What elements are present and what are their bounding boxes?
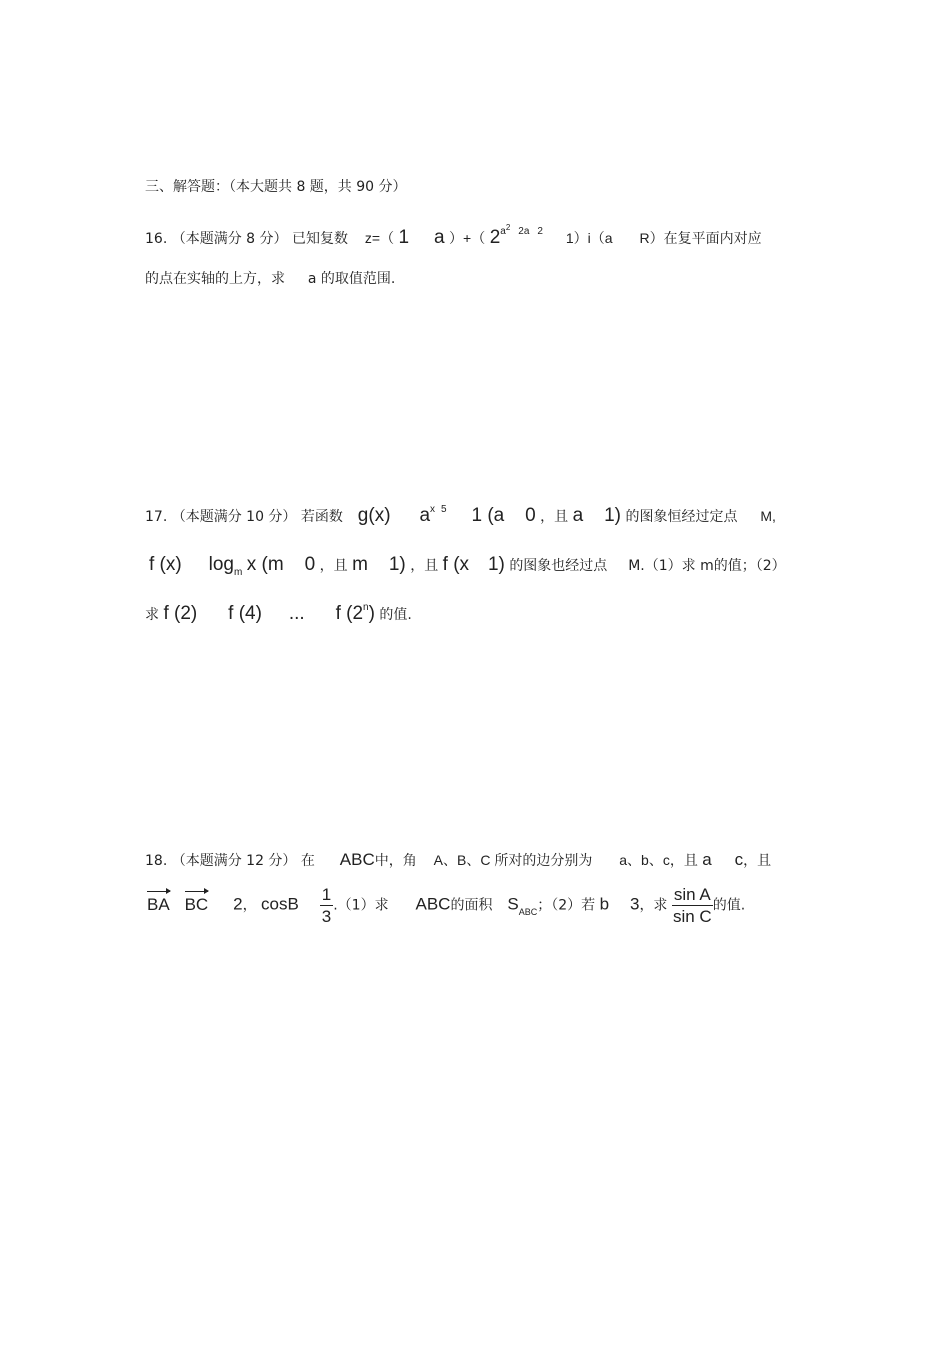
q18-text: ， <box>242 897 257 914</box>
q17-exponent: 5 <box>441 504 447 515</box>
q17-math: 1) <box>487 554 505 575</box>
q18-text: 在 <box>300 853 315 869</box>
q18-text: ；（2）若 <box>537 897 596 914</box>
q18-math: cosB <box>261 894 299 914</box>
q17-text: ，且 <box>319 558 348 574</box>
q16-exponent: 2a <box>518 226 530 237</box>
q18-math: ABC <box>415 894 451 914</box>
q18-math: a <box>702 850 712 869</box>
question-16-line-2 <box>145 272 395 286</box>
q16-exponent: a <box>500 226 506 237</box>
q17-math: f (2) <box>163 603 198 624</box>
q17-number: 17. <box>145 509 168 525</box>
q16-points: （本题满分 8 分） <box>171 231 288 247</box>
q17-text: M.（1）求 m的值；（2） <box>628 558 786 574</box>
q16-math: ）+（ <box>449 230 486 246</box>
q17-math: 0 <box>525 505 536 526</box>
q17-math: 1 (a <box>471 505 505 526</box>
q17-text: 的值. <box>379 607 412 623</box>
q17-math: a <box>572 505 584 526</box>
q17-math: f (2 <box>335 603 364 624</box>
q18-text: ，且 <box>743 853 772 869</box>
q18-math: b <box>599 894 610 914</box>
q17-math: m <box>352 554 368 575</box>
q17-text: M, <box>760 508 776 524</box>
q17-text: ，且 <box>540 509 569 525</box>
q17-math: a <box>419 505 431 526</box>
q16-math: z=（ <box>364 230 395 246</box>
q17-text: 的图象也经过点 <box>509 558 608 574</box>
q16-text: a 的取值范围. <box>307 271 396 287</box>
q18-number: 18. <box>145 853 168 869</box>
q18-text: ，求 <box>639 897 668 914</box>
q17-math: 1) <box>388 554 406 575</box>
fraction-sin-a-over-sin-c <box>672 886 713 925</box>
fraction-denominator: sin C <box>672 907 712 926</box>
q18-text: 的面积 <box>450 897 493 914</box>
q18-math: c <box>734 850 744 869</box>
q16-math: 1）i（a <box>565 230 613 246</box>
q18-points: （本题满分 12 分） <box>171 853 297 869</box>
q18-math: 3 <box>629 894 640 914</box>
question-17-line-2 <box>149 554 786 578</box>
q16-math: 1 <box>398 227 410 248</box>
section-heading <box>145 180 407 194</box>
question-18-line-2 <box>147 886 745 925</box>
q16-math: a <box>434 227 445 248</box>
q18-math: 2 <box>233 894 243 914</box>
q16-number: 16. <box>145 231 168 247</box>
q18-text: 中，角 <box>374 853 417 869</box>
q16-exponent: 2 <box>537 226 543 237</box>
question-17-line-3 <box>145 604 412 623</box>
fraction-one-third <box>320 886 333 925</box>
q18-text: .（1）求 <box>333 897 389 914</box>
question-17-line-1 <box>145 506 776 525</box>
q18-text: 的值. <box>712 897 746 914</box>
section-heading-text: 三、解答题：（本大题共 8 题，共 90 分） <box>145 179 407 195</box>
q17-math: f (x <box>442 554 470 575</box>
q17-exponent: n <box>363 602 369 613</box>
q17-math: ... <box>288 603 305 624</box>
q17-subscript: m <box>233 567 243 578</box>
q17-math: 0 <box>304 554 316 575</box>
q18-math: S <box>507 894 519 914</box>
question-16-line-1 <box>145 223 762 248</box>
q17-exponent: x <box>430 504 436 515</box>
vector-ba: BA <box>147 894 170 914</box>
q16-text: 的点在实轴的上方，求 <box>145 271 285 287</box>
q17-math: f (x) <box>149 554 182 575</box>
fraction-denominator: 3 <box>321 907 332 926</box>
q17-text: 的图象恒经过定点 <box>625 509 738 525</box>
q18-text: a、b、c，且 <box>619 852 698 868</box>
vector-bc: BC <box>184 894 209 914</box>
question-18-line-1 <box>145 851 771 868</box>
q17-math: f (4) <box>228 603 262 624</box>
q17-math: 1) <box>604 505 622 526</box>
q17-points: （本题满分 10 分） <box>171 509 297 525</box>
q18-subscript: ABC <box>518 906 538 917</box>
q16-text: 已知复数 <box>291 231 348 247</box>
q17-text: 求 <box>145 607 159 623</box>
q17-text: 若函数 <box>300 509 343 525</box>
q16-exponent: 2 <box>505 223 511 232</box>
q17-math: log <box>208 554 234 575</box>
q17-text: ，且 <box>410 558 439 574</box>
fraction-numerator: 1 <box>321 885 332 904</box>
q18-math: ABC <box>339 850 375 869</box>
q17-math: ) <box>368 603 375 624</box>
fraction-numerator: sin A <box>673 885 711 904</box>
q18-text: A、B、C 所对的边分别为 <box>433 852 593 868</box>
q16-math: 2 <box>489 227 501 248</box>
q16-text: R）在复平面内对应 <box>639 230 762 246</box>
q17-math: x (m <box>246 554 284 575</box>
q17-math: g(x) <box>357 505 391 526</box>
